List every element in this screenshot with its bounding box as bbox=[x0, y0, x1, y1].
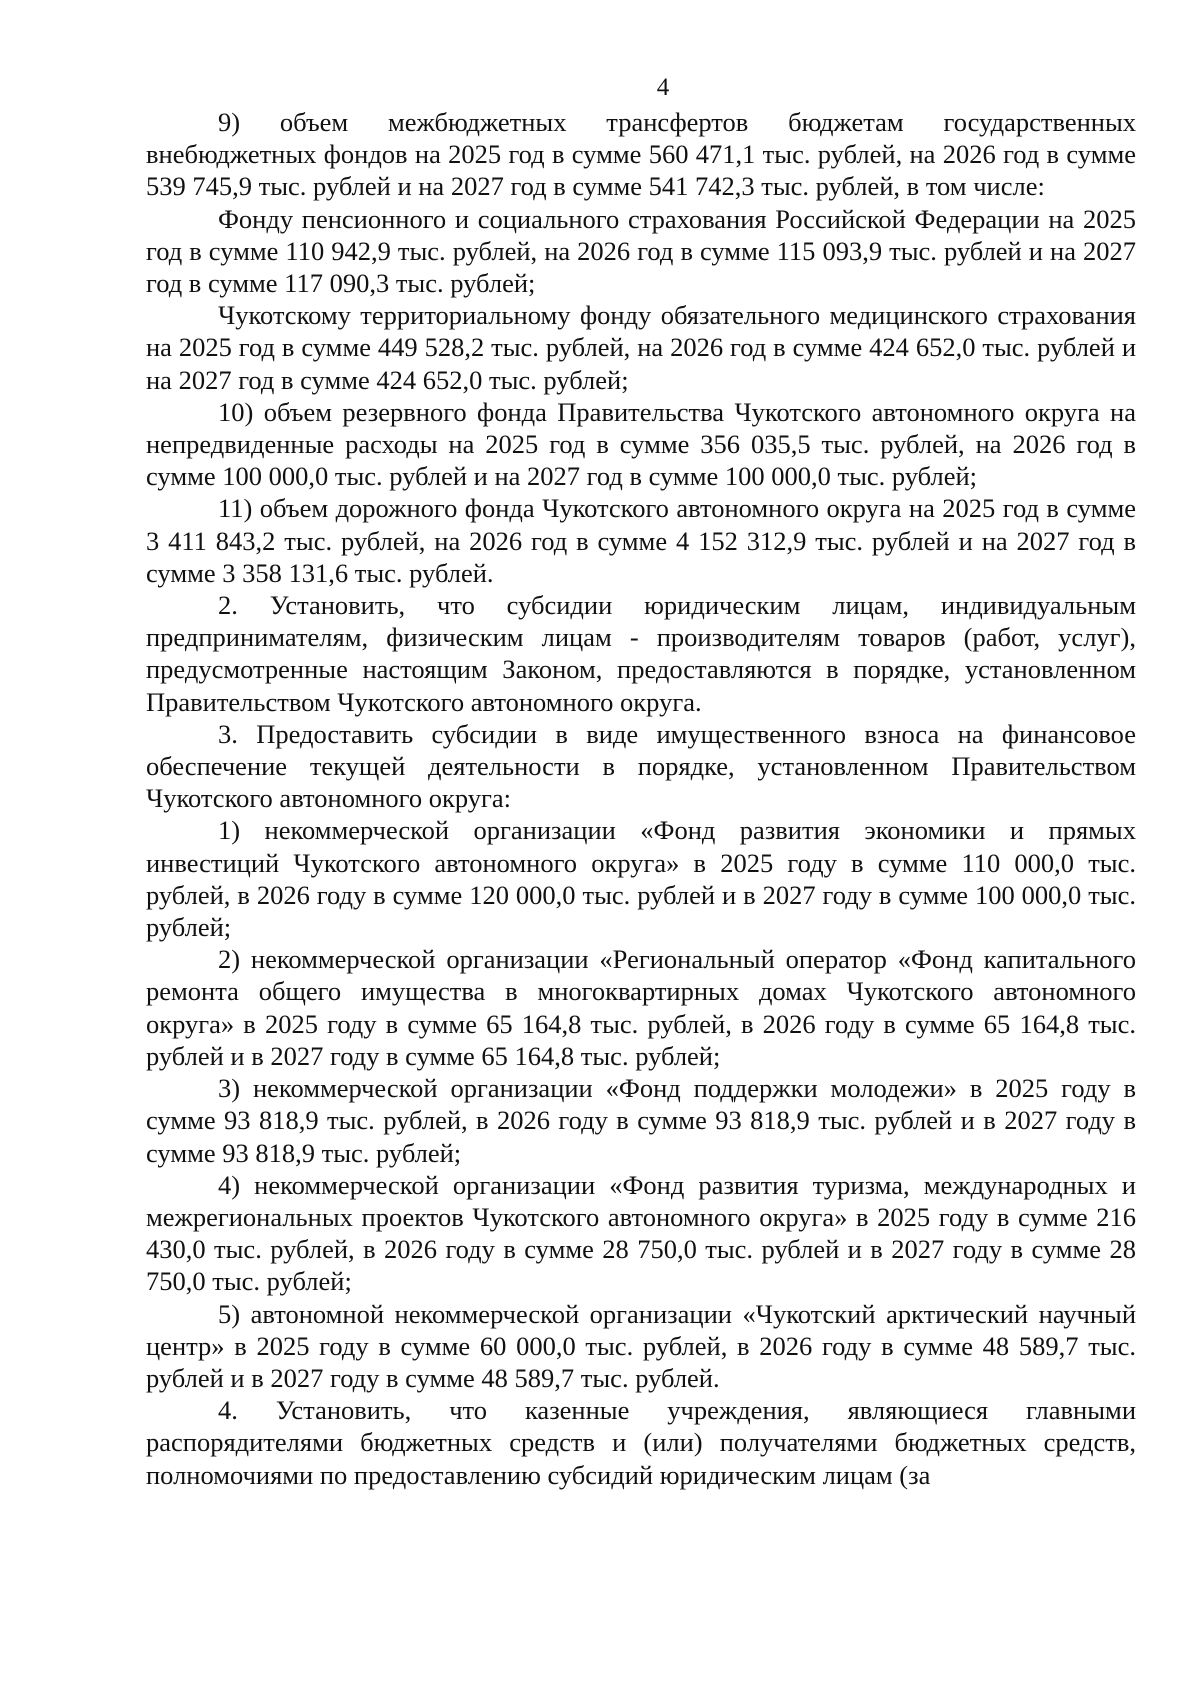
paragraph-section-2-subsidies: 2. Установить, что субсидии юридическим лицам, индивидуальным предпринимателям, физическим лицам - производителям товаров (работ, услуг), предусмотренные настоящим Законом, предоставляются в порядке, установленном Правительством Чукотского автономного округа. bbox=[146, 590, 1136, 717]
paragraph-subitem-3-youth-fund: 3) некоммерческой организации «Фонд поддержки молодежи» в 2025 году в сумме 93 818,9 тыс. рублей, в 2026 году в сумме 93 818,9 тыс. рублей и в 2027 году в сумме 93 818,9 тыс. рублей; bbox=[146, 1073, 1136, 1168]
paragraph-pension-fund: Фонду пенсионного и социального страхования Российской Федерации на 2025 год в сумме 110 942,9 тыс. рублей, на 2026 год в сумме 115 093,9 тыс. рублей и на 2027 год в сумме 117 090,3 тыс. рублей; bbox=[146, 203, 1136, 299]
paragraph-subitem-1-economy-fund: 1) некоммерческой организации «Фонд развития экономики и прямых инвестиций Чукотского автономного округа» в 2025 году в сумме 110 000,0 тыс. рублей, в 2026 году в сумме 120 000,0 тыс. рублей и в 2027 году в сумме 100 000,0 тыс. рублей; bbox=[146, 815, 1136, 943]
paragraph-item-11-road-fund: 11) объем дорожного фонда Чукотского автономного округа на 2025 год в сумме 3 411 843,2 тыс. рублей, на 2026 год в сумме 4 152 312,9 тыс. рублей и на 2027 год в сумме 3 358 131,6 тыс. рублей. bbox=[146, 493, 1136, 588]
paragraph-section-3-property-contribution: 3. Предоставить субсидии в виде имущественного взноса на финансовое обеспечение текущей деятельности в порядке, установленном Правительством Чукотского автономного округа: bbox=[146, 718, 1136, 814]
paragraph-subitem-5-arctic-center: 5) автономной некоммерческой организации «Чукотский арктический научный центр» в 2025 году в сумме 60 000,0 тыс. рублей, в 2026 году в сумме 48 589,7 тыс. рублей и в 2027 году в сумме 48 589,7 тыс. рублей. bbox=[146, 1298, 1136, 1393]
document-page bbox=[146, 72, 1136, 1491]
page-number: 4 bbox=[656, 74, 670, 101]
paragraph-subitem-4-tourism-fund: 4) некоммерческой организации «Фонд развития туризма, международных и межрегиональных проектов Чукотского автономного округа» в 2025 году в сумме 216 430,0 тыс. рублей, в 2026 году в сумме 28 750,0 тыс. рублей и в 2027 году в сумме 28 750,0 тыс. рублей; bbox=[146, 1169, 1136, 1297]
paragraph-section-4-state-institutions: 4. Установить, что казенные учреждения, являющиеся главными распорядителями бюджетных средств и (или) получателями бюджетных средств, полномочиями по предоставлению субсидий юридическим лицам (за bbox=[146, 1395, 1136, 1490]
paragraph-item-9-interbudget-transfers: 9) объем межбюджетных трансфертов бюджетам государственных внебюджетных фондов на 2025 год в сумме 560 471,1 тыс. рублей, на 2026 год в сумме 539 745,9 тыс. рублей и на 2027 год в сумме 541 742,3 тыс. рублей, в том числе: bbox=[146, 107, 1136, 202]
paragraph-subitem-2-repair-fund: 2) некоммерческой организации «Региональный оператор «Фонд капитального ремонта общего имущества в многоквартирных домах Чукотского автономного округа» в 2025 году в сумме 65 164,8 тыс. рублей, в 2026 году в сумме 65 164,8 тыс. рублей и в 2027 году в сумме 65 164,8 тыс. рублей; bbox=[146, 944, 1136, 1071]
paragraph-item-10-reserve-fund: 10) объем резервного фонда Правительства Чукотского автономного округа на непредвиденные расходы на 2025 год в сумме 356 035,5 тыс. рублей, на 2026 год в сумме 100 000,0 тыс. рублей и на 2027 год в сумме 100 000,0 тыс. рублей; bbox=[146, 396, 1136, 492]
paragraph-medical-insurance-fund: Чукотскому территориальному фонду обязательного медицинского страхования на 2025 год в сумме 449 528,2 тыс. рублей, на 2026 год в сумме 424 652,0 тыс. рублей и на 2027 год в сумме 424 652,0 тыс. рублей; bbox=[146, 300, 1136, 395]
